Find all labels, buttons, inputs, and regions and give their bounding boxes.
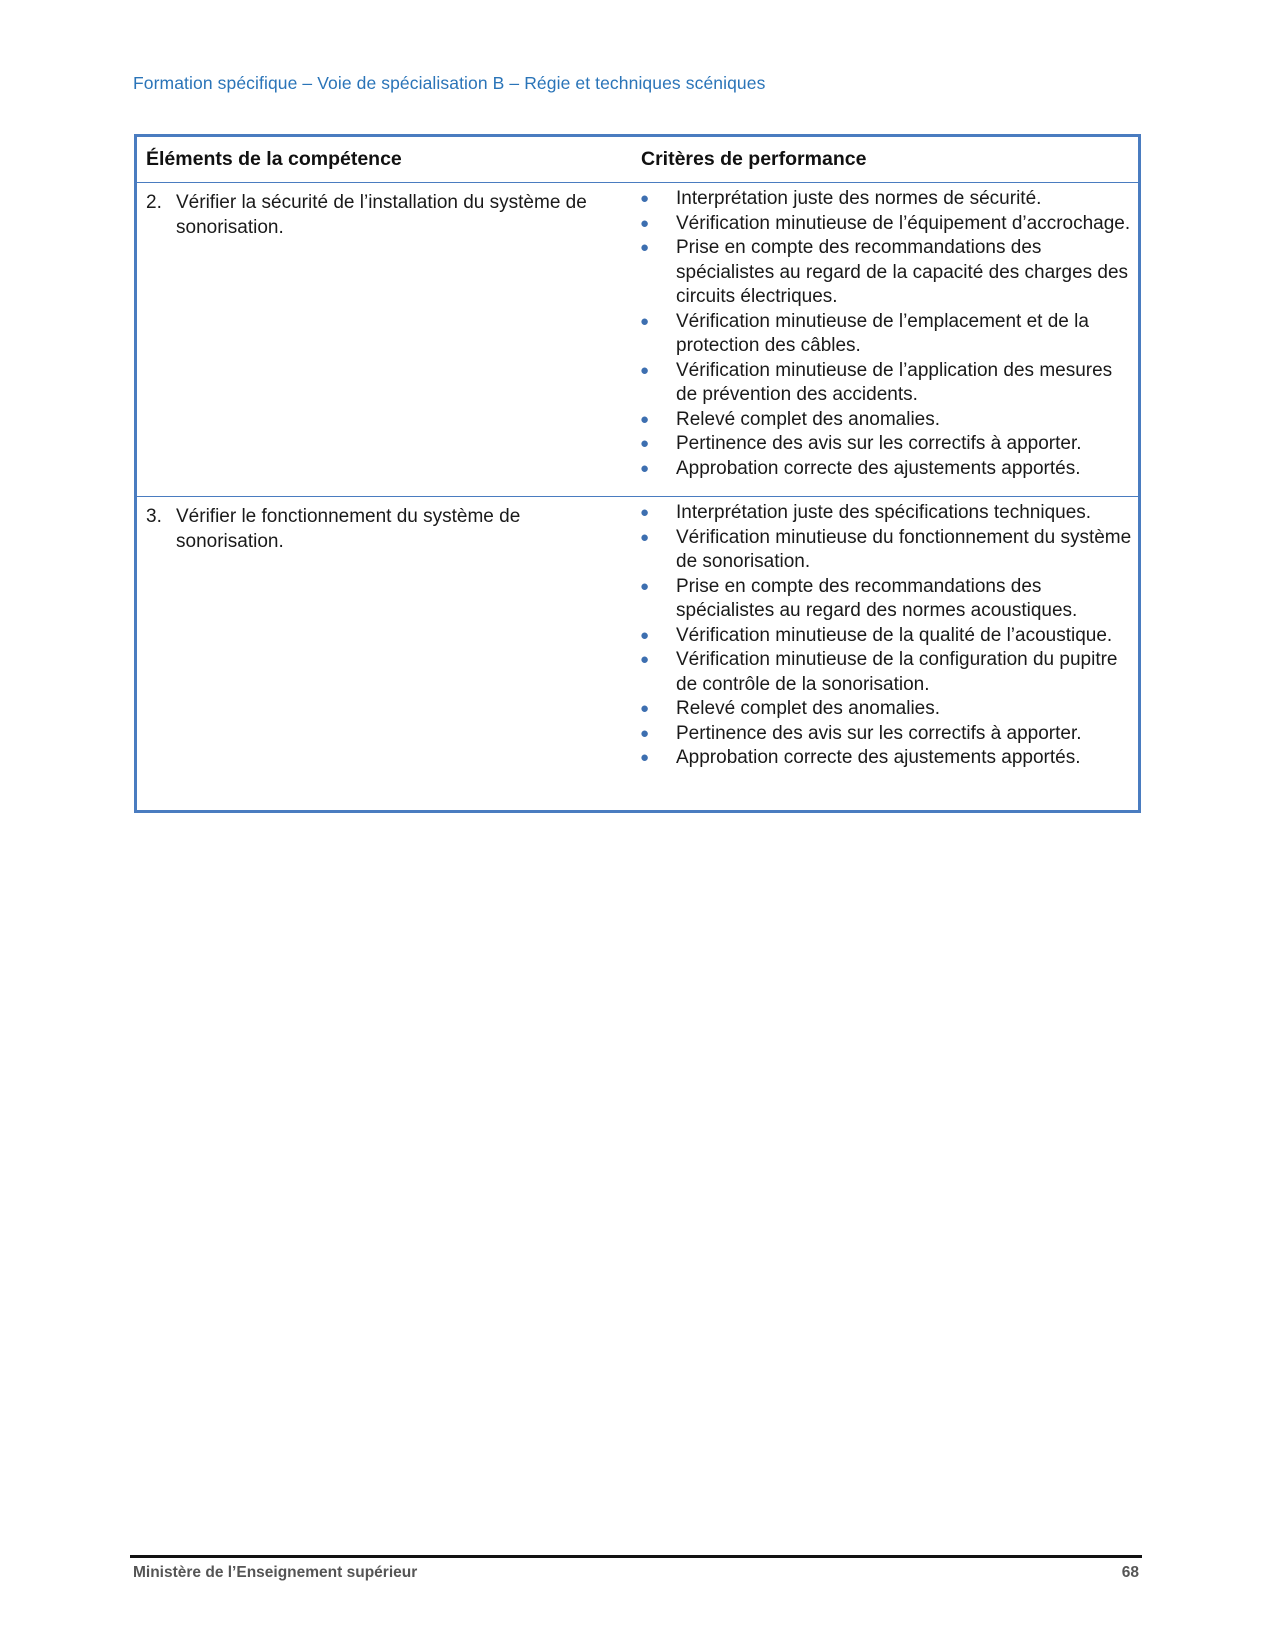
bullet-icon: ● bbox=[640, 361, 650, 379]
criteria-item bbox=[639, 236, 1138, 310]
bullet-icon: ● bbox=[640, 700, 650, 717]
criteria-item bbox=[639, 310, 1138, 359]
criteria-text: Prise en compte des recommandations des spécialistes au regard de la capacité des charges des circuits électriques. bbox=[676, 237, 1129, 307]
criteria-item bbox=[639, 648, 1138, 697]
criteria-item bbox=[639, 187, 1138, 212]
bullet-icon: ● bbox=[640, 504, 650, 521]
table-row bbox=[137, 496, 1138, 810]
element-number: 2. bbox=[146, 192, 162, 213]
bullet-icon: ● bbox=[640, 577, 650, 595]
bullet-icon: ● bbox=[640, 459, 650, 477]
criteria-item bbox=[639, 359, 1138, 408]
criteria-item bbox=[639, 624, 1138, 649]
bullet-icon: ● bbox=[640, 435, 650, 452]
criteria-list bbox=[639, 183, 1138, 483]
bullet-icon: ● bbox=[640, 749, 650, 766]
column-header-criteria: Critères de performance bbox=[641, 148, 867, 170]
element-text: Vérifier la sécurité de l’installation du système de sonorisation. bbox=[176, 192, 587, 238]
bullet-icon: ● bbox=[640, 528, 650, 546]
bullet-icon: ● bbox=[640, 651, 650, 668]
criteria-item bbox=[639, 432, 1138, 457]
criteria-cell bbox=[639, 497, 1138, 810]
criteria-text: Vérification minutieuse de la qualité de l’acoustique. bbox=[676, 624, 1113, 646]
bullet-icon: ● bbox=[640, 410, 650, 428]
criteria-text: Vérification minutieuse de la configuration du pupitre de contrôle de la sonorisation. bbox=[676, 649, 1118, 695]
competence-table bbox=[134, 134, 1141, 813]
criteria-text: Vérification minutieuse de l’équipement d’accrochage. bbox=[676, 212, 1131, 234]
criteria-item bbox=[639, 457, 1138, 482]
footer-divider bbox=[130, 1555, 1142, 1558]
element-item bbox=[146, 497, 639, 554]
criteria-text: Vérification minutieuse de l’emplacement et de la protection des câbles. bbox=[676, 310, 1089, 356]
criteria-text: Approbation correcte des ajustements apportés. bbox=[676, 747, 1081, 768]
criteria-text: Approbation correcte des ajustements apportés. bbox=[676, 457, 1081, 479]
criteria-item bbox=[639, 212, 1138, 237]
bullet-icon: ● bbox=[640, 724, 650, 742]
bullet-icon: ● bbox=[640, 312, 650, 330]
bullet-icon: ● bbox=[640, 626, 650, 644]
element-text: Vérifier le fonctionnement du système de sonorisation. bbox=[176, 506, 521, 552]
table-header-row bbox=[137, 137, 1138, 182]
criteria-text: Interprétation juste des spécifications techniques. bbox=[676, 502, 1092, 523]
criteria-item bbox=[639, 722, 1138, 747]
criteria-text: Pertinence des avis sur les correctifs à apporter. bbox=[676, 433, 1082, 454]
element-cell bbox=[137, 183, 639, 496]
criteria-text: Prise en compte des recommandations des spécialistes au regard des normes acoustiques. bbox=[676, 575, 1078, 621]
element-item bbox=[146, 183, 639, 240]
element-cell bbox=[137, 497, 639, 810]
criteria-text: Relevé complet des anomalies. bbox=[676, 408, 941, 430]
criteria-item bbox=[639, 746, 1138, 771]
criteria-item bbox=[639, 526, 1138, 575]
criteria-text: Interprétation juste des normes de sécurité. bbox=[676, 188, 1042, 209]
bullet-icon: ● bbox=[640, 239, 650, 256]
criteria-item bbox=[639, 408, 1138, 433]
criteria-item bbox=[639, 575, 1138, 624]
page-number: 68 bbox=[1121, 1564, 1139, 1581]
criteria-text: Vérification minutieuse du fonctionnement du système de sonorisation. bbox=[676, 526, 1132, 572]
footer-publisher: Ministère de l’Enseignement supérieur bbox=[133, 1564, 418, 1581]
criteria-item bbox=[639, 501, 1138, 526]
criteria-cell bbox=[639, 183, 1138, 496]
criteria-item bbox=[639, 697, 1138, 722]
criteria-text: Vérification minutieuse de l’application des mesures de prévention des accidents. bbox=[676, 359, 1113, 405]
running-header: Formation spécifique – Voie de spécialisation B – Régie et techniques scéniques bbox=[133, 73, 766, 93]
bullet-icon: ● bbox=[640, 214, 650, 232]
element-number: 3. bbox=[146, 506, 162, 527]
bullet-icon: ● bbox=[640, 190, 650, 207]
table-row bbox=[137, 182, 1138, 496]
criteria-text: Relevé complet des anomalies. bbox=[676, 698, 941, 719]
criteria-list bbox=[639, 497, 1138, 773]
criteria-text: Pertinence des avis sur les correctifs à apporter. bbox=[676, 722, 1082, 744]
column-header-elements: Éléments de la compétence bbox=[146, 148, 402, 170]
